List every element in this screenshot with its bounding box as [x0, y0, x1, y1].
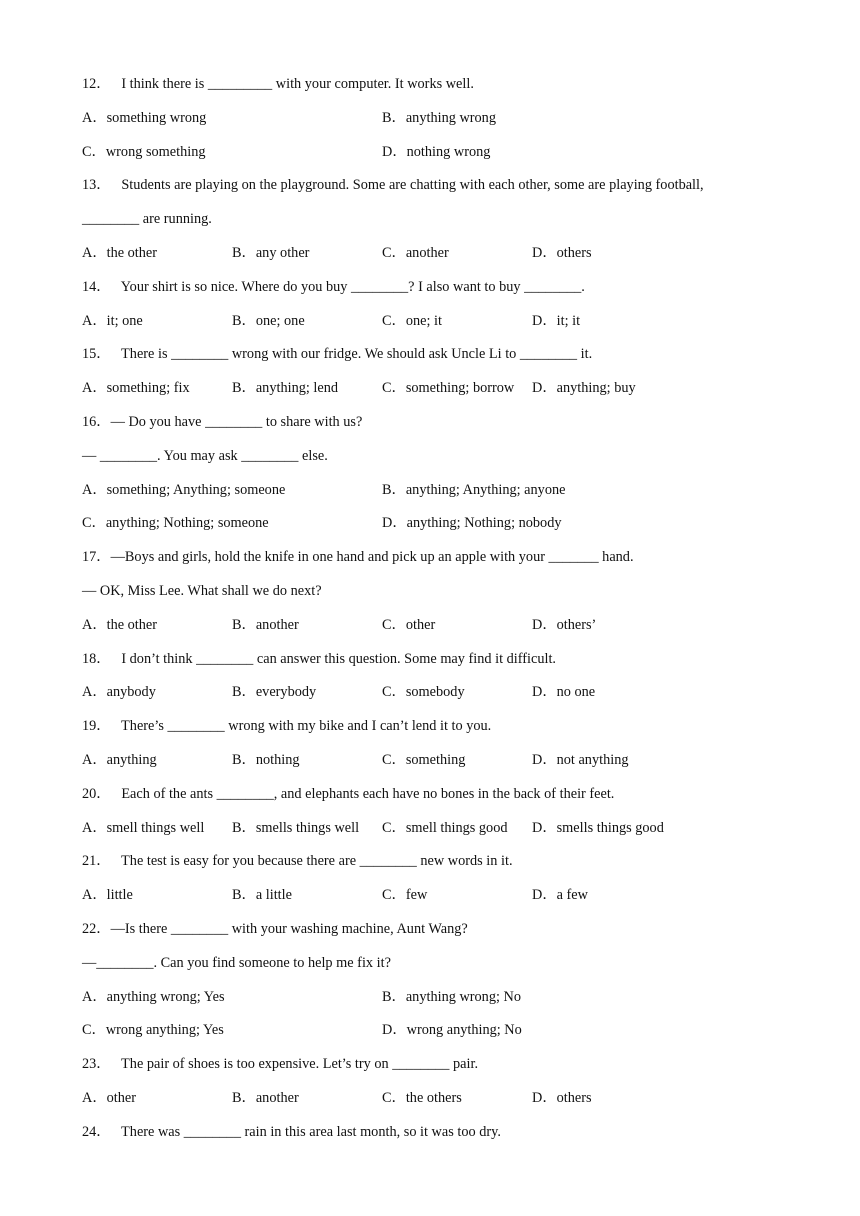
option-a: A．little: [82, 887, 133, 903]
option-a: A．smell things well: [82, 820, 205, 836]
option-a: A．something wrong: [82, 110, 207, 126]
option-c: C．one; it: [382, 313, 442, 329]
option-b: B．nothing: [232, 752, 300, 768]
question-stem: 18． I don’t think ________ can answer this question. Some may find it difficult.: [82, 651, 556, 667]
option-b: B．anything wrong: [382, 110, 496, 126]
option-b: B．any other: [232, 245, 310, 261]
question-stem: 17．—Boys and girls, hold the knife in one hand and pick up an apple with your _______ hand.: [82, 549, 634, 565]
option-c: C．wrong something: [82, 144, 206, 160]
option-d: D．a few: [532, 887, 588, 903]
question-line: —________. Can you find someone to help me fix it?: [82, 955, 391, 971]
option-d: D．smells things good: [532, 820, 664, 836]
option-b: B．anything wrong; No: [382, 989, 521, 1005]
option-c: C．other: [382, 617, 436, 633]
question-stem: 19． There’s ________ wrong with my bike and I can’t lend it to you.: [82, 718, 492, 734]
option-a: A．the other: [82, 245, 158, 261]
option-c: C．anything; Nothing; someone: [82, 515, 269, 531]
question-stem: 12． I think there is _________ with your computer. It works well.: [82, 76, 474, 92]
question-stem: 22．—Is there ________ with your washing machine, Aunt Wang?: [82, 921, 468, 937]
option-d: D．others’: [532, 617, 597, 633]
question-stem: 23． The pair of shoes is too expensive. Let’s try on ________ pair.: [82, 1056, 479, 1072]
option-c: C．another: [382, 245, 449, 261]
option-d: D．it; it: [532, 313, 581, 329]
option-b: B．anything; Anything; anyone: [382, 482, 566, 498]
option-c: C．few: [382, 887, 428, 903]
option-a: A．something; Anything; someone: [82, 482, 286, 498]
option-d: D．anything; buy: [532, 380, 636, 396]
option-a: A．anybody: [82, 684, 156, 700]
option-d: D．anything; Nothing; nobody: [382, 515, 562, 531]
question-stem: 16．— Do you have ________ to share with us?: [82, 414, 363, 430]
option-b: B．smells things well: [232, 820, 360, 836]
option-a: A．other: [82, 1090, 136, 1106]
option-d: D．others: [532, 1090, 592, 1106]
question-stem: 21． The test is easy for you because there are ________ new words in it.: [82, 853, 513, 869]
question-line: — OK, Miss Lee. What shall we do next?: [82, 583, 322, 599]
question-line: — ________. You may ask ________ else.: [82, 448, 328, 464]
option-a: A．something; fix: [82, 380, 190, 396]
option-a: A．anything: [82, 752, 157, 768]
option-b: B．a little: [232, 887, 292, 903]
option-d: D．others: [532, 245, 592, 261]
option-b: B．one; one: [232, 313, 305, 329]
option-c: C．the others: [382, 1090, 462, 1106]
option-d: D．not anything: [532, 752, 629, 768]
option-d: D．wrong anything; No: [382, 1022, 522, 1038]
option-d: D．no one: [532, 684, 596, 700]
option-c: C．smell things good: [382, 820, 508, 836]
option-a: A．anything wrong; Yes: [82, 989, 225, 1005]
option-d: D．nothing wrong: [382, 144, 491, 160]
question-stem: 20． Each of the ants ________, and elephants each have no bones in the back of their feet.: [82, 786, 615, 802]
option-c: C．something: [382, 752, 466, 768]
option-c: C．somebody: [382, 684, 465, 700]
option-b: B．another: [232, 1090, 299, 1106]
option-c: C．something; borrow: [382, 380, 515, 396]
question-stem: 24． There was ________ rain in this area last month, so it was too dry.: [82, 1124, 501, 1140]
question-stem: 13． Students are playing on the playground. Some are chatting with each other, some are playing football,: [82, 177, 704, 193]
option-b: B．everybody: [232, 684, 317, 700]
question-stem: 14． Your shirt is so nice. Where do you buy ________? I also want to buy ________.: [82, 279, 585, 295]
option-a: A．the other: [82, 617, 158, 633]
question-stem: 15． There is ________ wrong with our fridge. We should ask Uncle Li to ________ it.: [82, 346, 593, 362]
option-a: A．it; one: [82, 313, 143, 329]
option-b: B．anything; lend: [232, 380, 339, 396]
option-c: C．wrong anything; Yes: [82, 1022, 224, 1038]
question-line: ________ are running.: [82, 211, 212, 227]
option-b: B．another: [232, 617, 299, 633]
